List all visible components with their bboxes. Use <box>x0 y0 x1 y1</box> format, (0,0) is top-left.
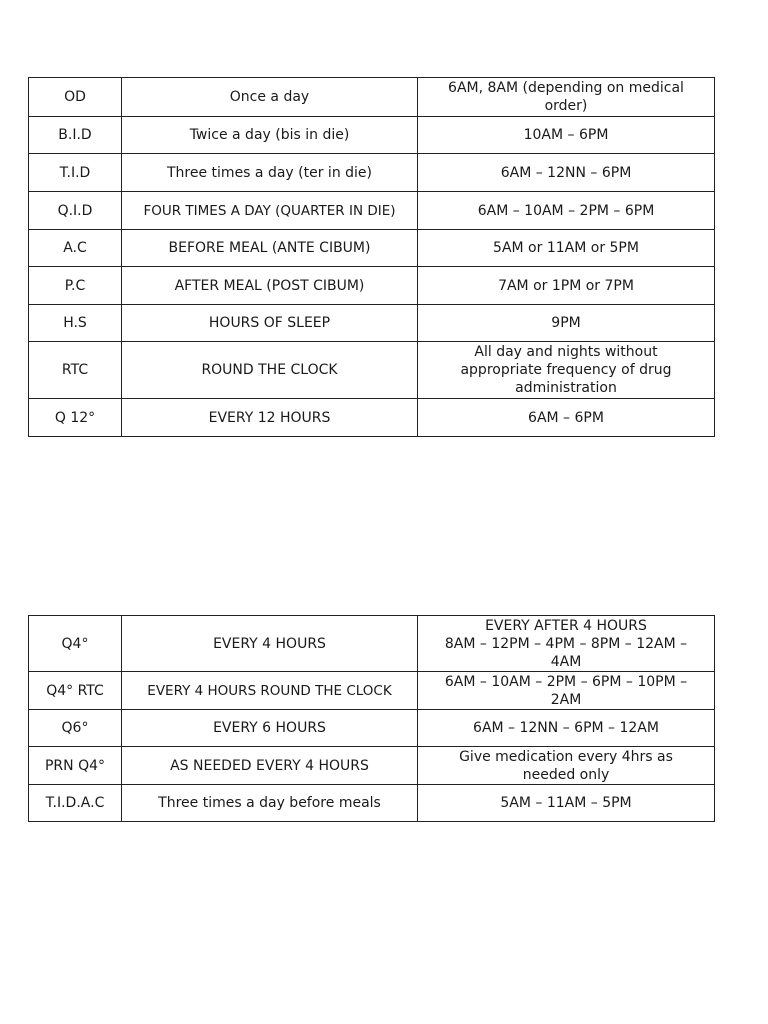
table-row <box>29 616 715 672</box>
meaning-cell: BEFORE MEAL (ANTE CIBUM) <box>122 230 418 267</box>
schedule-cell: 7AM or 1PM or 7PM <box>418 267 715 305</box>
schedule-cell: 9PM <box>418 305 715 342</box>
abbreviation-cell: PRN Q4° <box>29 747 122 785</box>
abbreviation-cell: Q4° RTC <box>29 672 122 710</box>
table-row <box>29 785 715 822</box>
table-row <box>29 117 715 154</box>
table-row <box>29 305 715 342</box>
abbreviation-cell: B.I.D <box>29 117 122 154</box>
table-row <box>29 710 715 747</box>
meaning-cell: EVERY 12 HOURS <box>122 399 418 437</box>
meaning-cell: EVERY 6 HOURS <box>122 710 418 747</box>
table-row <box>29 747 715 785</box>
abbreviation-cell: Q 12° <box>29 399 122 437</box>
abbreviation-cell: P.C <box>29 267 122 305</box>
table-row <box>29 672 715 710</box>
schedule-cell: 6AM – 12NN – 6PM – 12AM <box>418 710 715 747</box>
abbreviation-cell: A.C <box>29 230 122 267</box>
schedule-cell: 6AM – 12NN – 6PM <box>418 154 715 192</box>
schedule-cell: 6AM – 10AM – 2PM – 6PM <box>418 192 715 230</box>
table-row <box>29 192 715 230</box>
abbreviation-cell: H.S <box>29 305 122 342</box>
table-row <box>29 154 715 192</box>
meaning-cell: Once a day <box>122 78 418 117</box>
table-row <box>29 267 715 305</box>
meaning-cell: Three times a day before meals <box>122 785 418 822</box>
schedule-cell: 6AM – 6PM <box>418 399 715 437</box>
schedule-cell: 5AM or 11AM or 5PM <box>418 230 715 267</box>
abbreviation-cell: T.I.D.A.C <box>29 785 122 822</box>
abbreviation-cell: Q4° <box>29 616 122 672</box>
meaning-cell: ROUND THE CLOCK <box>122 342 418 399</box>
schedule-cell: 6AM – 10AM – 2PM – 6PM – 10PM – 2AM <box>418 672 715 710</box>
abbreviation-cell: OD <box>29 78 122 117</box>
table-row <box>29 399 715 437</box>
abbreviation-cell: Q6° <box>29 710 122 747</box>
meaning-cell: AFTER MEAL (POST CIBUM) <box>122 267 418 305</box>
frequency-table-1 <box>28 77 715 437</box>
frequency-table-2 <box>28 615 715 822</box>
table-row <box>29 78 715 117</box>
abbreviation-cell: T.I.D <box>29 154 122 192</box>
meaning-cell: Twice a day (bis in die) <box>122 117 418 154</box>
schedule-cell: Give medication every 4hrs as needed only <box>418 747 715 785</box>
schedule-cell: EVERY AFTER 4 HOURS 8AM – 12PM – 4PM – 8PM – 12AM – 4AM <box>418 616 715 672</box>
meaning-cell: Three times a day (ter in die) <box>122 154 418 192</box>
abbreviation-cell: RTC <box>29 342 122 399</box>
schedule-cell: 6AM, 8AM (depending on medical order) <box>418 78 715 117</box>
meaning-cell: FOUR TIMES A DAY (QUARTER IN DIE) <box>122 192 418 230</box>
meaning-cell: EVERY 4 HOURS <box>122 616 418 672</box>
table-row <box>29 342 715 399</box>
meaning-cell: HOURS OF SLEEP <box>122 305 418 342</box>
abbreviation-cell: Q.I.D <box>29 192 122 230</box>
meaning-cell: EVERY 4 HOURS ROUND THE CLOCK <box>122 672 418 710</box>
schedule-cell: 10AM – 6PM <box>418 117 715 154</box>
schedule-cell: All day and nights without appropriate frequency of drug administration <box>418 342 715 399</box>
table-row <box>29 230 715 267</box>
meaning-cell: AS NEEDED EVERY 4 HOURS <box>122 747 418 785</box>
schedule-cell: 5AM – 11AM – 5PM <box>418 785 715 822</box>
